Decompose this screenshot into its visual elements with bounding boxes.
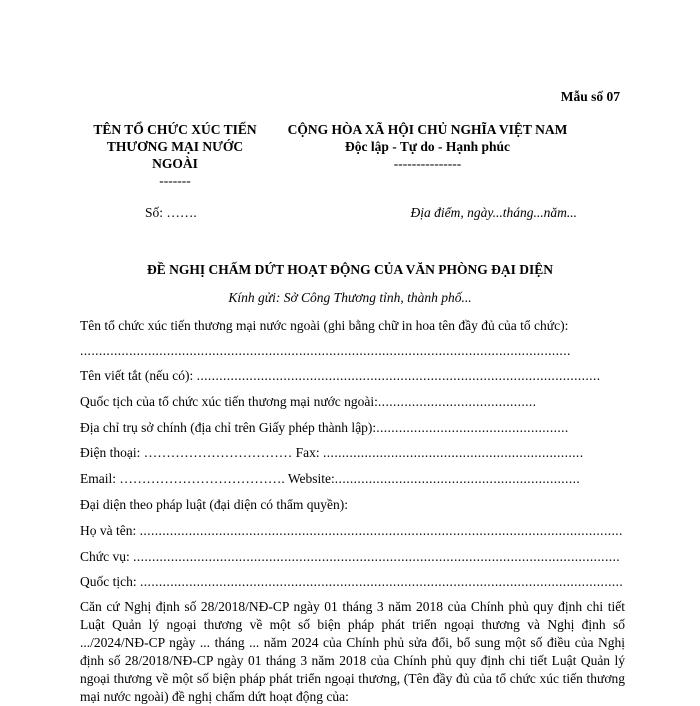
organization-header — [80, 121, 270, 189]
org-name-line-2: THƯƠNG MẠI NƯỚC — [106, 139, 244, 154]
country-name: CỘNG HÒA XÃ HỘI CHỦ NGHĨA VIỆT NAM — [287, 122, 568, 137]
field-nationality — [80, 574, 624, 590]
fill-in-dots[interactable]: .................................................................................................................................. — [80, 343, 571, 358]
recipient-line: Kính gửi: Sở Công Thương tỉnh, thành phố... — [228, 290, 472, 305]
fill-in-dots[interactable]: ................................................................. — [334, 471, 581, 486]
field-label: Đại diện theo pháp luật (đại diện có thẩm quyền): — [80, 497, 349, 512]
place-and-date: Địa điểm, ngày...tháng...năm... — [410, 205, 577, 220]
motto-separator: --------------- — [393, 156, 462, 171]
field-org-name — [80, 318, 569, 334]
field-head-office-address — [80, 420, 569, 436]
legal-basis-paragraph: Căn cứ Nghị định số 28/2018/NĐ-CP ngày 01 tháng 3 năm 2018 của Chính phủ quy định chi tiết Luật Quản lý ngoại thương về một số biện pháp phát triển ngoại thương và Nghị định số .../2024/NĐ-CP ngày ... tháng ... năm 2024 của Chính phủ sửa đổi, bổ sung một số điều của Nghị định số 28/2018/NĐ-CP ngày 01 tháng 3 năm 2018 của Chính phủ quy định chi tiết Luật Quản lý ngoại thương về một số biện pháp phát triển ngoại thương, (Tên đầy đủ của tổ chức xúc tiến thương mại nước ngoài) đề nghị chấm dứt hoạt động của: — [80, 599, 625, 704]
field-label: Họ và tên: — [80, 523, 140, 538]
field-label: Điện thoại: …………………………… Fax: — [80, 445, 323, 460]
national-motto: Độc lập - Tự do - Hạnh phúc — [344, 139, 511, 154]
national-header — [275, 121, 580, 172]
document-title: ĐỀ NGHỊ CHẤM DỨT HOẠT ĐỘNG CỦA VĂN PHÒNG ĐẠI DIỆN — [146, 262, 554, 277]
fill-in-dots[interactable]: ..................................................................... — [323, 445, 584, 460]
field-phone-fax — [80, 445, 584, 461]
field-label: Tên tổ chức xúc tiến thương mại nước ngoài (ghi bằng chữ in hoa tên đầy đủ của tổ chức): — [80, 318, 569, 333]
field-legal-representative — [80, 497, 540, 513]
fill-in-dots[interactable]: ................................................................................................................................ — [140, 574, 624, 589]
field-org-name-fill — [80, 343, 571, 359]
fill-in-dots[interactable]: ................................................... — [376, 420, 569, 435]
field-nationality-org — [80, 394, 540, 410]
field-label: Email: ………………………………. Website: — [80, 471, 335, 486]
field-position — [80, 549, 621, 565]
field-label: Tên viết tắt (nếu có): — [80, 368, 197, 383]
fill-in-dots[interactable]: .......................................... — [377, 394, 537, 409]
field-short-name — [80, 368, 601, 384]
field-label: Quốc tịch: — [80, 574, 140, 589]
fill-in-dots[interactable]: ................................................................................................................................ — [139, 523, 623, 538]
org-separator: ------- — [159, 173, 191, 188]
fill-in-dots[interactable]: ........................................................................................................... — [196, 368, 601, 383]
field-label: Địa chỉ trụ sở chính (địa chỉ trên Giấy phép thành lập): — [80, 420, 377, 435]
org-name-line-1: TÊN TỔ CHỨC XÚC TIẾN — [93, 122, 257, 137]
field-label: Quốc tịch của tổ chức xúc tiến thương mại nước ngoài: — [80, 394, 378, 409]
document-number: Số: ……. — [145, 205, 197, 220]
field-full-name — [80, 523, 623, 539]
field-label: Chức vụ: — [80, 549, 134, 564]
field-email-website — [80, 471, 581, 487]
fill-in-dots[interactable]: ................................................................................................................................. — [133, 549, 621, 564]
form-number: Mẫu số 07 — [560, 89, 620, 104]
org-name-line-3: NGOÀI — [152, 156, 198, 171]
